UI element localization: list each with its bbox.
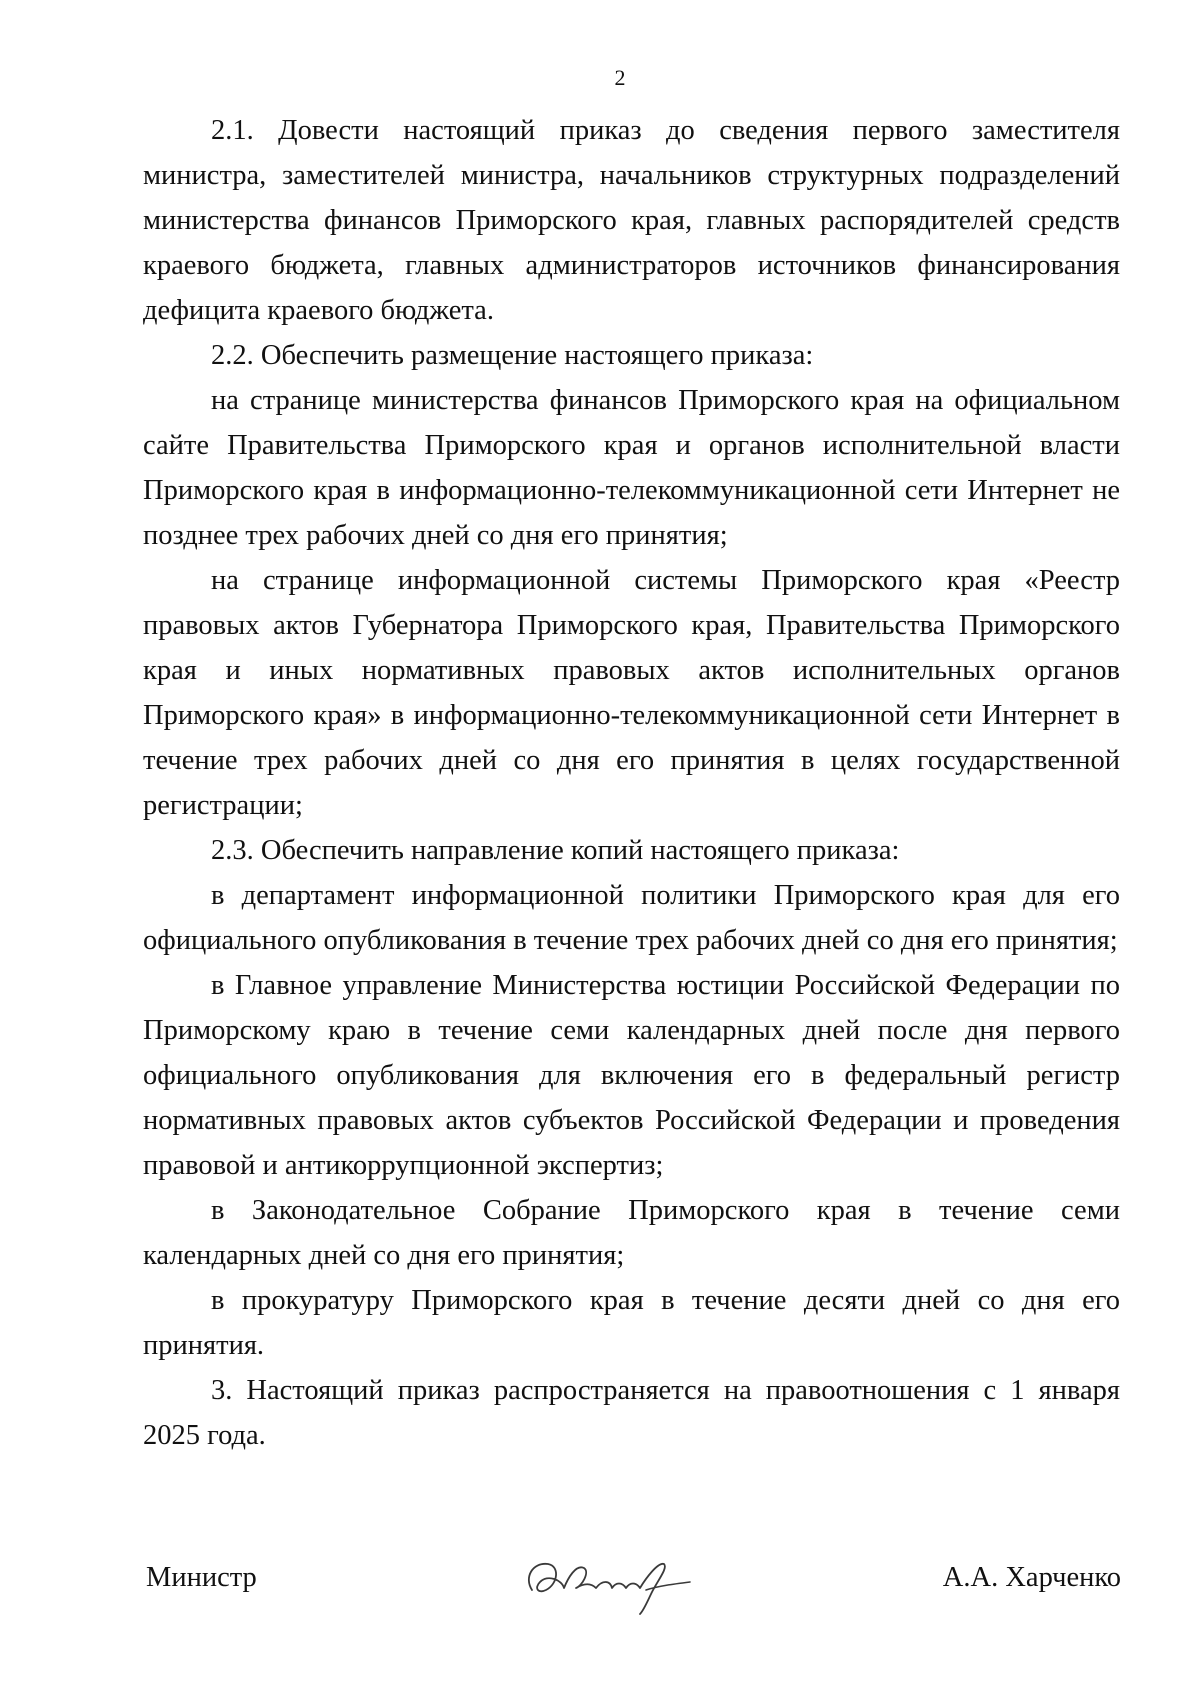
- paragraph-2-2: 2.2. Обеспечить размещение настоящего приказа:: [211, 340, 814, 371]
- handwritten-signature: [518, 1538, 718, 1618]
- page-number: 2: [614, 65, 626, 90]
- paragraph-2-3-legislative-assembly: в Законодательное Собрание Приморского края в течение семи календарных дней со дня его принятия;: [143, 1195, 1120, 1271]
- paragraph-2-3: 2.3. Обеспечить направление копий настоящего приказа:: [211, 835, 900, 866]
- paragraph-2-3-info-department: в департамент информационной политики Приморского края для его официального опубликования в течение трех рабочих дней со дня его принятия;: [143, 880, 1120, 956]
- signatory-name: А.А. Харченко: [942, 1562, 1121, 1593]
- paragraph-2-2-registry: на странице информационной системы Приморского края «Реестр правовых актов Губернатора Приморского края, Правительства Приморского края и иных нормативных правовых актов исполнительных органов Приморского края» в информационно-телекоммуникационной сети Интернет в течение трех рабочих дней со дня его принятия в целях государственной регистрации;: [143, 565, 1120, 821]
- paragraph-2-2-website: на странице министерства финансов Приморского края на официальном сайте Правительства Приморского края и органов исполнительной власти Приморского края в информационно-телекоммуникационной сети Интернет не позднее трех рабочих дней со дня его принятия;: [143, 385, 1120, 551]
- paragraph-2-3-prosecutor: в прокуратуру Приморского края в течение десяти дней со дня его принятия.: [143, 1285, 1120, 1361]
- signatory-title: Министр: [146, 1562, 257, 1593]
- paragraph-2-3-justice-ministry: в Главное управление Министерства юстиции Российской Федерации по Приморскому краю в течение семи календарных дней после дня первого официального опубликования для включения его в федеральный регистр нормативных правовых актов субъектов Российской Федерации и проведения правовой и антикоррупционной экспертиз;: [143, 970, 1120, 1181]
- signature-block: [146, 1548, 1121, 1608]
- paragraph-2-1: 2.1. Довести настоящий приказ до сведения первого заместителя министра, заместителей министра, начальников структурных подразделений министерства финансов Приморского края, главных распорядителей средств краевого бюджета, главных администраторов источников финансирования дефицита краевого бюджета.: [143, 115, 1120, 326]
- document-body: [143, 108, 1120, 1458]
- paragraph-3: 3. Настоящий приказ распространяется на правоотношения с 1 января 2025 года.: [143, 1375, 1120, 1451]
